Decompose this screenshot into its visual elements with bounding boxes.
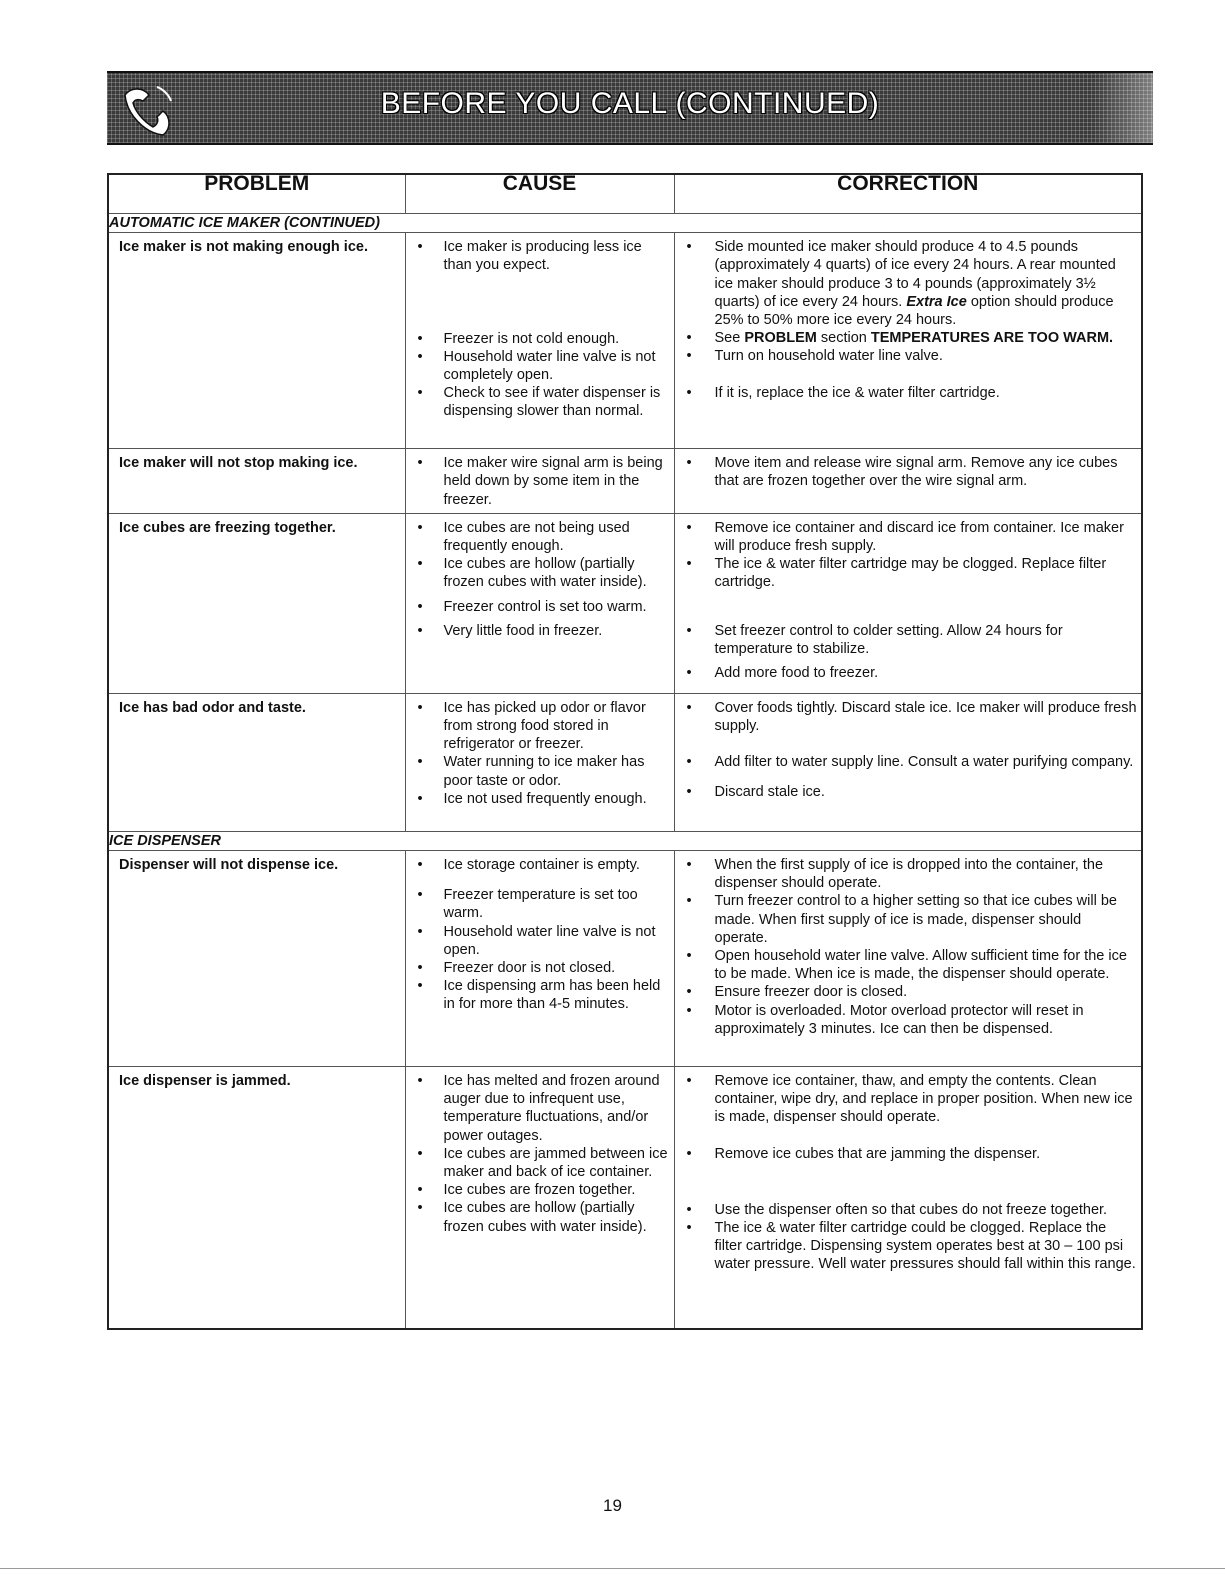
cause-item: • Household water line valve is not completely open.: [406, 348, 670, 384]
table-row: [108, 513, 1142, 693]
cause-item: • Freezer is not cold enough.: [406, 330, 670, 348]
cause-item: • Check to see if water dispenser is dispensing slower than normal.: [406, 384, 670, 420]
correction-item: • Set freezer control to colder setting. Allow 24 hours for temperature to stabilize.: [675, 622, 1138, 658]
cause-item: • Ice storage container is empty.: [406, 856, 670, 874]
table-row: [108, 449, 1142, 514]
correction-cell: [674, 851, 1142, 1067]
correction-item: • Motor is overloaded. Motor overload protector will reset in approximately 3 minutes. Ice can then be dispensed.: [675, 1002, 1138, 1038]
header-correction: CORRECTION: [674, 174, 1142, 214]
correction-item: • Remove ice cubes that are jamming the dispenser.: [675, 1145, 1138, 1163]
correction-cell: [674, 233, 1142, 449]
correction-item: • Move item and release wire signal arm. Remove any ice cubes that are frozen together over the wire signal arm.: [675, 454, 1138, 490]
correction-cell: [674, 1067, 1142, 1329]
cause-item: • Ice maker wire signal arm is being held down by some item in the freezer.: [406, 454, 670, 509]
correction-item: • Open household water line valve. Allow sufficient time for the ice to be made. When ice is made, the dispenser should operate.: [675, 947, 1138, 983]
see-section-bold: TEMPERATURES ARE TOO WARM.: [870, 330, 1114, 347]
correction-cell: [674, 513, 1142, 693]
correction-item: [675, 238, 1138, 329]
cause-cell: [405, 851, 674, 1067]
cause-item: • Freezer door is not closed.: [406, 959, 670, 977]
problem-cell: Ice has bad odor and taste.: [108, 693, 405, 831]
correction-text: option should produce 25% to 50% more ice every 24 hours.: [714, 293, 1114, 329]
cause-cell: [405, 449, 674, 514]
cause-item: • Freezer control is set too warm.: [406, 598, 670, 616]
cause-item: • Ice cubes are hollow (partially frozen cubes with water inside).: [406, 1199, 670, 1235]
table-row: [108, 693, 1142, 831]
table-row: [108, 851, 1142, 1067]
cause-cell: [405, 233, 674, 449]
section-title: AUTOMATIC ICE MAKER (CONTINUED): [108, 214, 1142, 233]
correction-text: Side mounted ice maker should produce 4 to 4.5 pounds (approximately 4 quarts) of ice every 24 hours. A rear mounted ice maker should produce 3 to 4 pounds (approximately 3½ quarts) of ice every 24 hours.: [714, 239, 1116, 310]
header-problem: PROBLEM: [108, 174, 405, 214]
correction-cell: [674, 449, 1142, 514]
banner-title: BEFORE YOU CALL (CONTINUED): [380, 87, 880, 120]
cause-item: • Ice dispensing arm has been held in for more than 4-5 minutes.: [406, 977, 670, 1013]
correction-item: • Turn on household water line valve.: [675, 347, 1138, 365]
cause-item: • Ice cubes are jammed between ice maker and back of ice container.: [406, 1145, 670, 1181]
cause-item: • Ice has picked up odor or flavor from strong food stored in refrigerator or freezer.: [406, 699, 670, 754]
correction-item: • The ice & water filter cartridge may be clogged. Replace filter cartridge.: [675, 555, 1138, 591]
cause-item: • Ice has melted and frozen around auger due to infrequent use, temperature fluctuations, and/or power outages.: [406, 1072, 670, 1145]
correction-item: • Add filter to water supply line. Consult a water purifying company.: [675, 753, 1138, 771]
banner-edge: [1093, 73, 1153, 143]
header-cause: CAUSE: [405, 174, 674, 214]
correction-item: [675, 329, 1138, 347]
problem-cell: Ice cubes are freezing together.: [108, 513, 405, 693]
cause-item: • Very little food in freezer.: [406, 622, 670, 640]
see-text: See: [714, 330, 741, 347]
table-row: [108, 1067, 1142, 1329]
section-row: [108, 831, 1142, 850]
cause-cell: [405, 1067, 674, 1329]
cause-item: • Ice not used frequently enough.: [406, 790, 670, 808]
cause-item: • Water running to ice maker has poor taste or odor.: [406, 753, 670, 789]
correction-item: • When the first supply of ice is dropped into the container, the dispenser should operate.: [675, 856, 1138, 892]
problem-cell: Ice maker will not stop making ice.: [108, 449, 405, 514]
correction-item: • Remove ice container and discard ice from container. Ice maker will produce fresh supply.: [675, 519, 1138, 555]
correction-cell: [674, 693, 1142, 831]
cause-item: • Ice cubes are not being used frequently enough.: [406, 519, 670, 555]
correction-item: • Cover foods tightly. Discard stale ice. Ice maker will produce fresh supply.: [675, 699, 1138, 735]
page-banner: [107, 71, 1153, 145]
troubleshooting-table: [107, 173, 1143, 1330]
section-row: [108, 214, 1142, 233]
problem-cell: Ice dispenser is jammed.: [108, 1067, 405, 1329]
table-row: [108, 233, 1142, 449]
cause-item: • Ice maker is producing less ice than you expect.: [406, 238, 670, 274]
problem-cell: Ice maker is not making enough ice.: [108, 233, 405, 449]
see-text: section: [820, 330, 867, 347]
problem-cell: Dispenser will not dispense ice.: [108, 851, 405, 1067]
correction-item: • The ice & water filter cartridge could be clogged. Replace the filter cartridge. Dispensing system operates best at 30 – 100 psi water pressure. Well water pressures should fall within this range.: [675, 1219, 1138, 1274]
header-row: [108, 174, 1142, 214]
cause-item: • Household water line valve is not open.: [406, 923, 670, 959]
cause-item: • Ice cubes are hollow (partially frozen cubes with water inside).: [406, 555, 670, 591]
correction-item: • Ensure freezer door is closed.: [675, 983, 1138, 1001]
cause-cell: [405, 693, 674, 831]
correction-item: • Add more food to freezer.: [675, 664, 1138, 682]
see-problem-bold: PROBLEM: [744, 330, 817, 347]
correction-item: • Turn freezer control to a higher setting so that ice cubes will be made. When first supply of ice is made, dispenser should operate.: [675, 892, 1138, 947]
page-number: 19: [603, 1496, 622, 1515]
correction-item: • Remove ice container, thaw, and empty the contents. Clean container, wipe dry, and replace in proper position. When new ice is made, dispenser should operate.: [675, 1072, 1138, 1127]
correction-item: • If it is, replace the ice & water filter cartridge.: [675, 384, 1138, 402]
cause-item: • Freezer temperature is set too warm.: [406, 886, 670, 922]
section-title: ICE DISPENSER: [108, 831, 1142, 850]
cause-cell: [405, 513, 674, 693]
cause-item: • Ice cubes are frozen together.: [406, 1181, 670, 1199]
extra-ice-label: Extra Ice: [906, 293, 967, 310]
correction-item: • Use the dispenser often so that cubes do not freeze together.: [675, 1201, 1138, 1219]
correction-item: • Discard stale ice.: [675, 783, 1138, 801]
bottom-rule: [0, 1568, 1225, 1569]
